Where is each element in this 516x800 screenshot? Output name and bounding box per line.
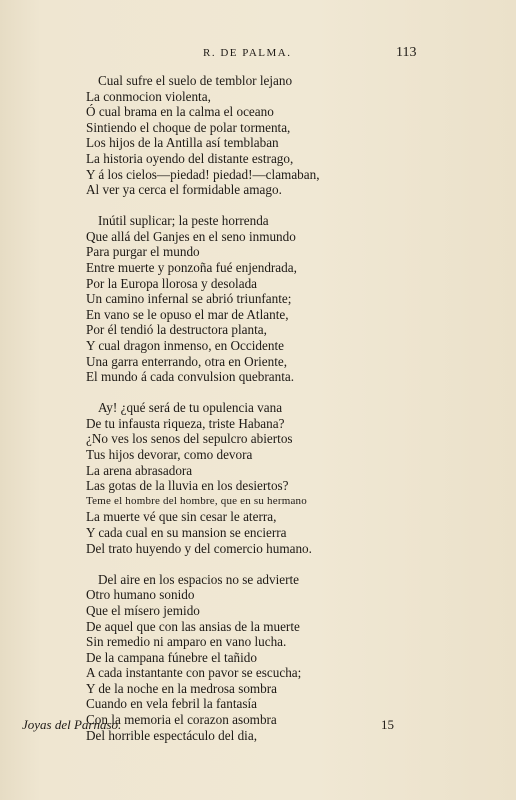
poem-line: Y cada cual en su mansion se encierra — [86, 525, 287, 541]
poem-line: Los hijos de la Antilla así temblaban — [86, 135, 279, 151]
poem-line: A cada instantante con pavor se escucha; — [86, 665, 302, 681]
poem-line: Inútil suplicar; la peste horrenda — [98, 213, 269, 229]
poem-line: Con la memoria el corazon asombra — [86, 712, 277, 728]
poem-line: Que el mísero jemido — [86, 602, 200, 618]
poem-line: Ó cual brama en la calma el oceano — [86, 104, 274, 120]
poem-line: Tus hijos devorar, como devora — [86, 447, 253, 463]
poem-line: Y á los cielos—piedad! piedad!—clamaban, — [86, 166, 320, 182]
poem-line: Al ver ya cerca el formidable amago. — [86, 182, 282, 198]
poem-line: Otro humano sonido — [86, 587, 195, 603]
poem-line: Del horrible espectáculo del dia, — [86, 727, 257, 743]
poem-line: De la campana fúnebre el tañido — [86, 649, 257, 665]
poem-line: El mundo á cada convulsion quebranta. — [86, 369, 295, 385]
poem-line: Ay! ¿qué será de tu opulencia vana — [98, 400, 283, 416]
poem-line: Sin remedio ni amparo en vano lucha. — [86, 634, 287, 650]
poem-line: Cual sufre el suelo de temblor lejano — [98, 73, 293, 88]
running-title: R. DE PALMA. — [203, 47, 292, 59]
poem-line: Entre muerte y ponzoña fué enjendrada, — [86, 260, 297, 276]
poem-line: Para purgar el mundo — [86, 244, 200, 260]
poem-line: Una garra enterrando, otra en Oriente, — [86, 353, 288, 369]
poem-line: Un camino infernal se abrió triunfante; — [86, 291, 292, 307]
page-number: 113 — [396, 45, 417, 60]
poem-line: Sintiendo el choque de polar tormenta, — [86, 119, 291, 135]
stanza — [86, 400, 416, 556]
poem-line: Las gotas de la lluvia en los desiertos? — [86, 478, 289, 494]
poem-line: Por él tendió la destructora planta, — [86, 322, 267, 338]
poem-line: La historia oyendo del distante estrago, — [86, 150, 294, 166]
poem-line: Que allá del Ganjes en el seno inmundo — [86, 228, 296, 244]
poem-line: Y cual dragon inmenso, en Occidente — [86, 338, 284, 353]
poem-line: La muerte vé que sin cesar le aterra, — [86, 509, 277, 525]
poem-line: De tu infausta riqueza, triste Habana? — [86, 415, 285, 431]
printer-signature: Joyas del Parnaso. — [22, 717, 122, 732]
poem-line: La conmocion violenta, — [86, 88, 211, 104]
poem-line: Del aire en los espacios no se advierte — [98, 571, 300, 587]
page-footer — [0, 717, 516, 737]
poem-line: Del trato huyendo y del comercio humano. — [86, 540, 312, 556]
poem-line: En vano se le opuso el mar de Atlante, — [86, 306, 289, 322]
poem-line: La arena abrasadora — [86, 462, 193, 478]
poem-line: ¿No ves los senos del sepulcro abiertos — [86, 431, 293, 447]
poem-line: Cuando en vela febril la fantasía — [86, 696, 257, 712]
poem-body — [86, 73, 416, 743]
page-header — [0, 47, 516, 63]
poem-line: Y de la noche en la medrosa sombra — [86, 680, 278, 696]
stanza — [86, 73, 416, 198]
poem-line: Teme el hombre del hombre, que en su hermano — [86, 494, 307, 507]
sheet-number: 15 — [381, 717, 394, 732]
stanza — [86, 213, 416, 385]
poem-line: De aquel que con las ansias de la muerte — [86, 618, 300, 634]
poem-line: Por la Europa llorosa y desolada — [86, 275, 258, 291]
